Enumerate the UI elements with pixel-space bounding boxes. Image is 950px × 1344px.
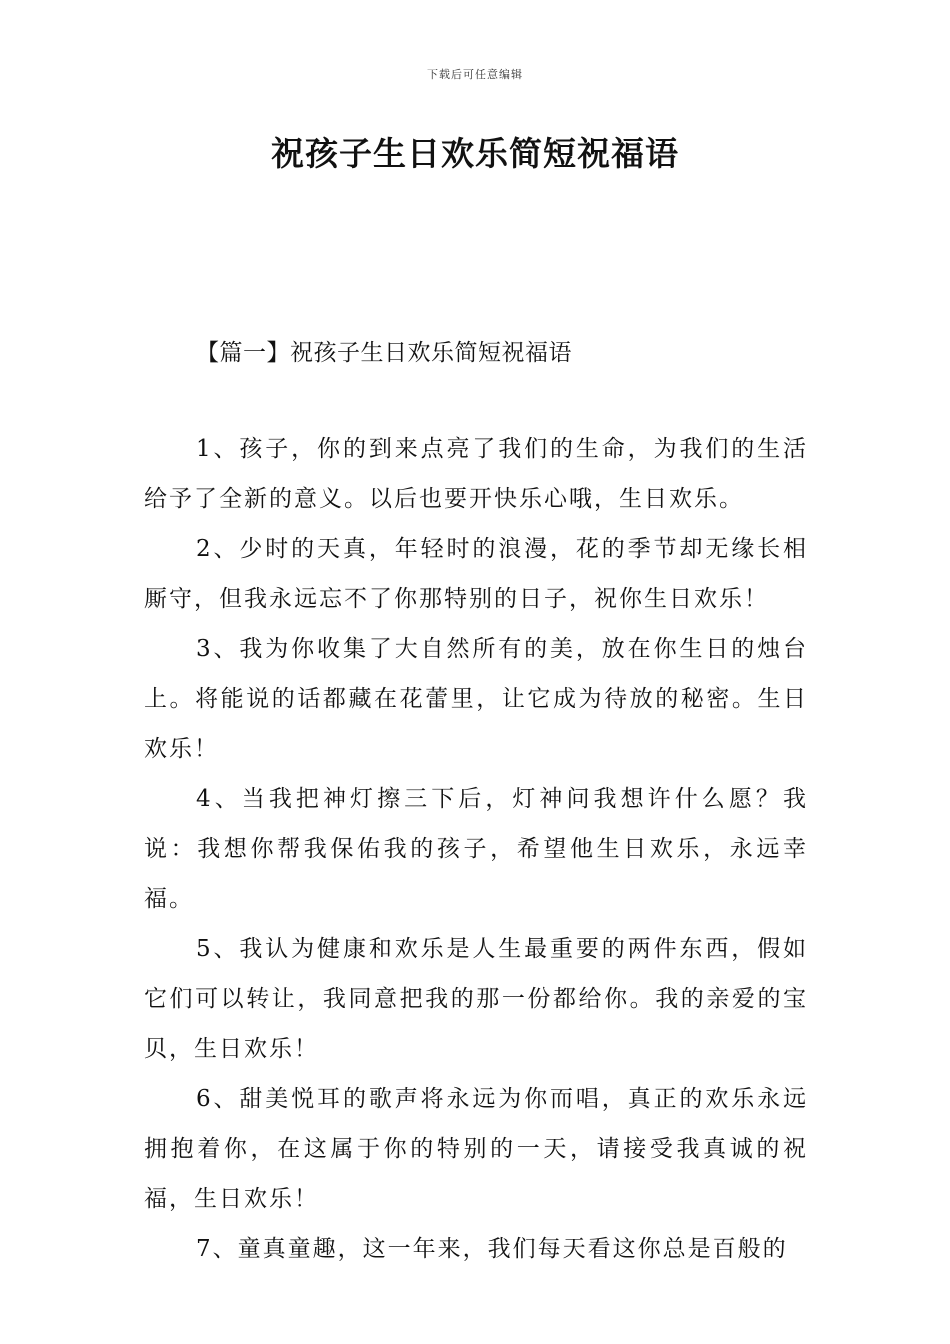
document-title: 祝孩子生日欢乐简短祝福语 xyxy=(271,134,679,173)
paragraph-4: 4、当我把神灯擦三下后，灯神问我想许什么愿？我说：我想你帮我保佑我的孩子，希望他生日欢乐，永远幸福。 xyxy=(144,786,808,912)
paragraph-7: 7、童真童趣，这一年来，我们每天看这你总是百般的 xyxy=(196,1236,788,1262)
paragraph-5: 5、我认为健康和欢乐是人生最重要的两件东西，假如它们可以转让，我同意把我的那一份都给你。我的亲爱的宝贝，生日欢乐！ xyxy=(144,936,808,1062)
section-heading: 【篇一】祝孩子生日欢乐简短祝福语 xyxy=(196,340,572,366)
body-text xyxy=(144,424,808,1274)
paragraph-6: 6、甜美悦耳的歌声将永远为你而唱，真正的欢乐永远拥抱着你，在这属于你的特别的一天，请接受我真诚的祝福，生日欢乐！ xyxy=(144,1086,808,1212)
paragraph-1: 1、孩子，你的到来点亮了我们的生命，为我们的生活给予了全新的意义。以后也要开快乐心哦，生日欢乐。 xyxy=(144,436,808,512)
paragraph-3: 3、我为你收集了大自然所有的美，放在你生日的烛台上。将能说的话都藏在花蕾里，让它成为待放的秘密。生日欢乐！ xyxy=(144,636,808,762)
header-note: 下载后可任意编辑 xyxy=(427,68,523,81)
paragraph-2: 2、少时的天真，年轻时的浪漫，花的季节却无缘长相厮守，但我永远忘不了你那特别的日子，祝你生日欢乐！ xyxy=(144,536,808,612)
